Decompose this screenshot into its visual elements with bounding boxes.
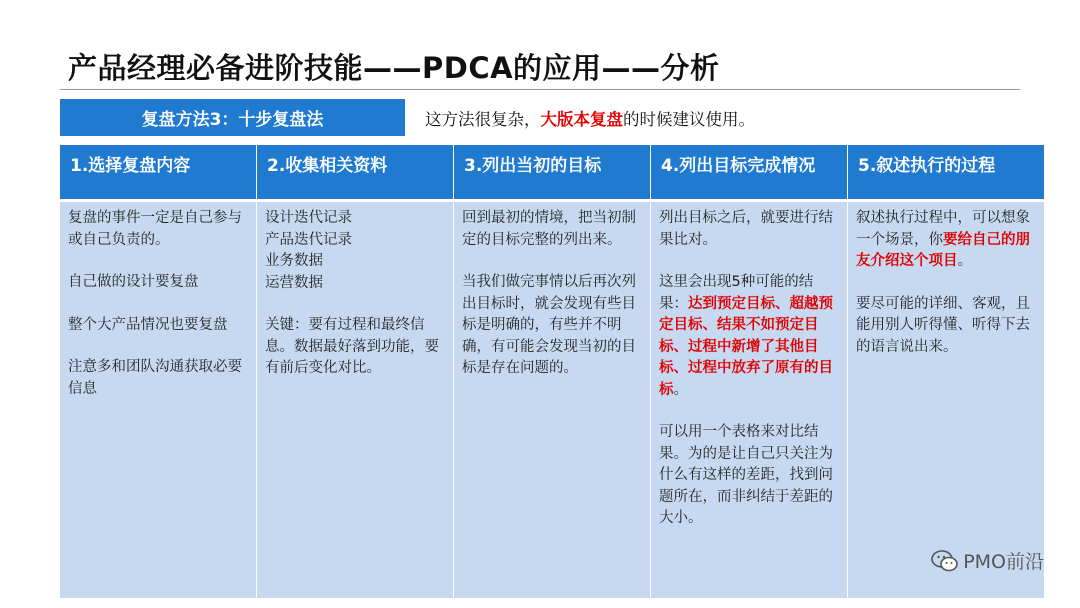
step-body-3 — [454, 202, 650, 598]
step5-p2: 要尽可能的详细、客观，且能用别人听得懂、听得下去的语言说出来。 — [856, 295, 1030, 355]
step2-key: 关键：要有过程和最终信息。数据最好落到功能，要有前后变化对比。 — [265, 317, 439, 376]
step-header-4: 4.列出目标完成情况 — [651, 145, 847, 199]
step2-item: 设计迭代记录 — [265, 210, 352, 226]
step4-p2 — [659, 272, 841, 401]
step5-p1-post: 。 — [957, 253, 972, 269]
page-title: 产品经理必备进阶技能——PDCA的应用——分析 — [68, 51, 720, 85]
step4-p1: 列出目标之后，就要进行结果比对。 — [659, 210, 833, 248]
step3-p2: 当我们做完事情以后再次列出目标时，就会发现有些目标是明确的，有些并不明确，有可能会发现当初的目标是存在问题的。 — [462, 274, 636, 376]
step1-p4: 注意多和团队沟通获取必要信息 — [68, 359, 242, 397]
step-body-4 — [651, 202, 847, 598]
step3-p1: 回到最初的情境，把当初制定的目标完整的列出来。 — [462, 210, 636, 248]
step-column-1 — [60, 145, 256, 598]
step-column-5 — [848, 145, 1044, 598]
step-body-5 — [848, 202, 1044, 598]
step5-p1-pre: 叙述执行过程中，可以想象一个场景，你 — [856, 210, 1030, 248]
wechat-icon — [931, 549, 959, 573]
step4-p2-post: 。 — [673, 381, 688, 398]
step4-p3: 可以用一个表格来对比结果。为的是让自己只关注为什么有这样的差距，找到问题所在，而非纠结于差距的大小。 — [659, 424, 833, 526]
title-divider — [60, 89, 1020, 90]
step-column-4 — [651, 145, 847, 598]
step1-p3: 整个大产品情况也要复盘 — [68, 316, 228, 333]
step-column-3 — [454, 145, 650, 598]
step1-p1: 复盘的事件一定是自己参与或自己负责的。 — [68, 210, 242, 248]
step4-p2-highlight: 达到预定目标、超越预定目标、结果不如预定目标、过程中新增了其他目标、过程中放弃了原有的目标 — [659, 295, 833, 398]
step-body-1 — [60, 202, 256, 598]
step4-p2-pre: 这里会出现5种可能的结果： — [659, 274, 814, 312]
step5-p1-highlight: 要给自己的朋友介绍这个项目 — [856, 231, 1030, 269]
step-header-3: 3.列出当初的目标 — [454, 145, 650, 199]
step-header-1: 1.选择复盘内容 — [60, 145, 256, 199]
step-column-2 — [257, 145, 453, 598]
step1-p2: 自己做的设计要复盘 — [68, 274, 199, 290]
step2-item: 产品迭代记录 — [265, 231, 352, 248]
watermark-text: PMO前沿 — [963, 551, 1044, 573]
step-body-2 — [257, 202, 453, 598]
intro-text — [425, 106, 755, 130]
method-label: 复盘方法3：十步复盘法 — [60, 99, 405, 136]
steps-table — [60, 145, 1044, 598]
intro-pre: 这方法很复杂， — [425, 110, 541, 129]
step2-item: 运营数据 — [265, 274, 323, 291]
step5-p1 — [856, 208, 1038, 273]
intro-highlight: 大版本复盘 — [540, 110, 623, 129]
watermark — [931, 547, 1044, 574]
intro-post: 的时候建议使用。 — [623, 110, 755, 129]
step-header-2: 2.收集相关资料 — [257, 145, 453, 199]
step-header-5: 5.叙述执行的过程 — [848, 145, 1044, 199]
step2-items — [265, 208, 447, 294]
step2-item: 业务数据 — [265, 253, 323, 269]
